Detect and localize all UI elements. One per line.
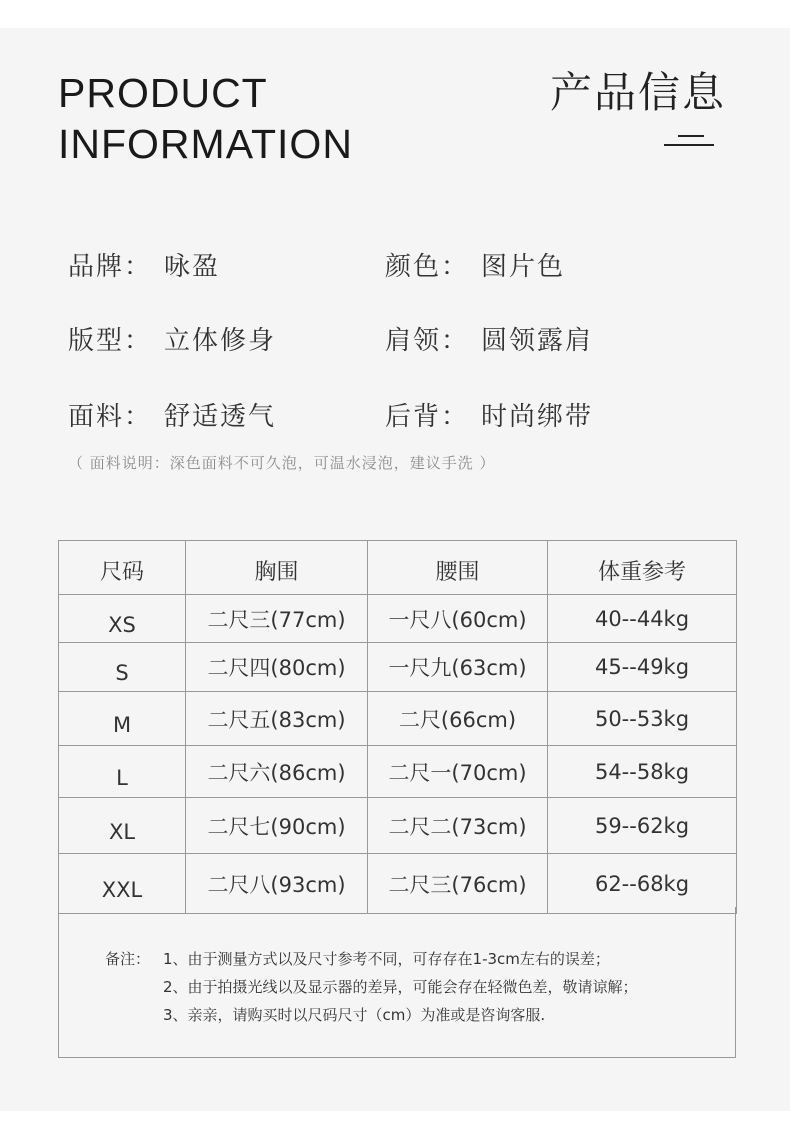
page-title-cn: 产品信息 bbox=[549, 68, 726, 117]
size-table bbox=[58, 540, 737, 914]
attr-back bbox=[385, 396, 593, 433]
cell-waist: 一尺八(60cm) bbox=[368, 595, 548, 643]
table-row bbox=[59, 643, 737, 692]
cell-size: M bbox=[59, 692, 186, 746]
remark-line bbox=[105, 973, 638, 1001]
header-chest: 胸围 bbox=[186, 541, 368, 595]
header-weight: 体重参考 bbox=[548, 541, 737, 595]
attr-key: 颜色： bbox=[385, 252, 470, 282]
cell-waist: 二尺二(73cm) bbox=[368, 798, 548, 854]
cell-chest: 二尺六(86cm) bbox=[186, 746, 368, 798]
table-row bbox=[59, 798, 737, 854]
size-table-header-row bbox=[59, 541, 737, 595]
cell-weight: 45--49kg bbox=[548, 643, 737, 692]
cell-weight: 59--62kg bbox=[548, 798, 737, 854]
attr-fit bbox=[68, 320, 276, 357]
attr-key: 版型： bbox=[68, 326, 153, 356]
remark-line bbox=[105, 945, 638, 973]
attr-collar bbox=[385, 320, 593, 357]
cell-size: S bbox=[59, 643, 186, 692]
cell-weight: 62--68kg bbox=[548, 854, 737, 914]
attr-key: 面料： bbox=[68, 402, 153, 432]
attr-value: 舒适透气 bbox=[164, 402, 277, 432]
table-row bbox=[59, 746, 737, 798]
cell-size: XS bbox=[59, 595, 186, 643]
attr-fabric bbox=[68, 396, 276, 433]
attr-brand bbox=[68, 246, 220, 283]
remark-text: 3、亲亲，请购买时以尺码尺寸（cm）为准或是咨询客服. bbox=[163, 1006, 546, 1024]
remarks-box bbox=[58, 907, 736, 1058]
cell-size: XXL bbox=[59, 854, 186, 914]
table-row bbox=[59, 854, 737, 914]
cell-weight: 50--53kg bbox=[548, 692, 737, 746]
cell-waist: 二尺一(70cm) bbox=[368, 746, 548, 798]
attr-key: 品牌： bbox=[68, 252, 153, 282]
cell-size: L bbox=[59, 746, 186, 798]
title-dash-decoration bbox=[664, 135, 714, 140]
attr-value: 咏盈 bbox=[164, 252, 221, 282]
remark-text: 2、由于拍摄光线以及显示器的差异，可能会存在轻微色差，敬请谅解； bbox=[163, 978, 638, 996]
attr-value: 圆领露肩 bbox=[481, 326, 594, 356]
table-row bbox=[59, 692, 737, 746]
page-title-en bbox=[58, 68, 353, 170]
remarks-label: 备注： bbox=[105, 950, 151, 968]
header-size: 尺码 bbox=[59, 541, 186, 595]
cell-chest: 二尺五(83cm) bbox=[186, 692, 368, 746]
attr-value: 立体修身 bbox=[164, 326, 277, 356]
cell-size: XL bbox=[59, 798, 186, 854]
cell-chest: 二尺四(80cm) bbox=[186, 643, 368, 692]
cell-chest: 二尺八(93cm) bbox=[186, 854, 368, 914]
attr-key: 后背： bbox=[385, 402, 470, 432]
attr-value: 时尚绑带 bbox=[481, 402, 594, 432]
attr-color bbox=[385, 246, 565, 283]
cell-waist: 一尺九(63cm) bbox=[368, 643, 548, 692]
cell-waist: 二尺(66cm) bbox=[368, 692, 548, 746]
cell-chest: 二尺七(90cm) bbox=[186, 798, 368, 854]
table-row bbox=[59, 595, 737, 643]
title-en-line1: PRODUCT bbox=[58, 70, 268, 116]
cell-weight: 40--44kg bbox=[548, 595, 737, 643]
remark-line bbox=[105, 1001, 638, 1029]
attr-key: 肩领： bbox=[385, 326, 470, 356]
cell-chest: 二尺三(77cm) bbox=[186, 595, 368, 643]
fabric-note: （ 面料说明：深色面料不可久泡，可温水浸泡，建议手洗 ） bbox=[68, 454, 496, 472]
remarks bbox=[105, 945, 638, 1029]
title-en-line2: INFORMATION bbox=[58, 121, 353, 167]
cell-waist: 二尺三(76cm) bbox=[368, 854, 548, 914]
attr-value: 图片色 bbox=[481, 252, 566, 282]
cell-weight: 54--58kg bbox=[548, 746, 737, 798]
product-info-page bbox=[0, 28, 790, 1111]
remark-text: 1、由于测量方式以及尺寸参考不同，可存存在1-3cm左右的误差； bbox=[163, 950, 610, 968]
header-waist: 腰围 bbox=[368, 541, 548, 595]
